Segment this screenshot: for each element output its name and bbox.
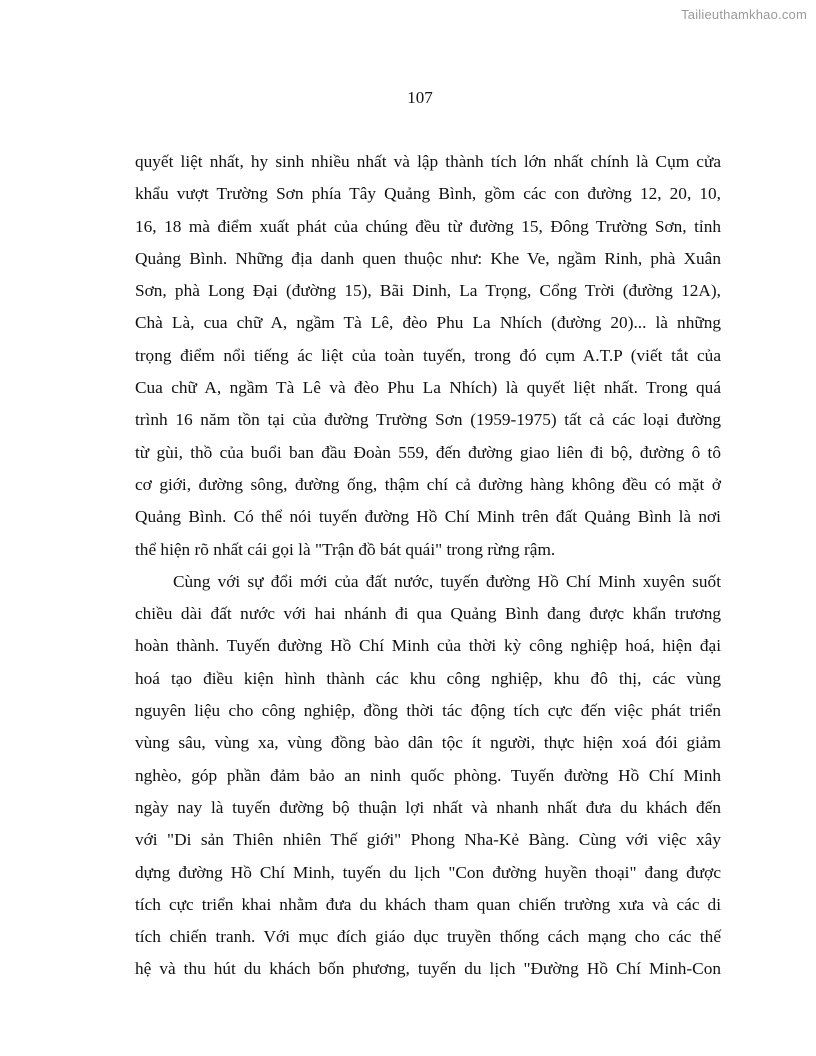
text-line: dựng đường Hồ Chí Minh, tuyến du lịch "Con đường huyền thoại" đang được bbox=[135, 862, 721, 882]
text-line: với "Di sản Thiên nhiên Thế giới" Phong Nha-Kẻ Bàng. Cùng với việc xây bbox=[135, 830, 721, 850]
text-line: 16, 18 mà điểm xuất phát của chúng đều từ đường 15, Đông Trường Sơn, tỉnh bbox=[135, 216, 721, 236]
text-line: tích cực triển khai nhằm đưa du khách tham quan chiến trường xưa và các di bbox=[135, 894, 721, 914]
page-number: 107 bbox=[407, 88, 433, 107]
text-line: Cùng với sự đổi mới của đất nước, tuyến đường Hồ Chí Minh xuyên suốt bbox=[173, 571, 721, 591]
text-line: nguyên liệu cho công nghiệp, đồng thời tác động tích cực đến việc phát triển bbox=[135, 701, 721, 721]
text-line: hoá tạo điều kiện hình thành các khu công nghiệp, khu đô thị, các vùng bbox=[135, 668, 721, 688]
text-line: quyết liệt nhất, hy sinh nhiều nhất và lập thành tích lớn nhất chính là Cụm cửa bbox=[135, 152, 721, 171]
text-line: Quảng Bình. Những địa danh quen thuộc như: Khe Ve, ngầm Rinh, phà Xuân bbox=[135, 248, 721, 268]
body-text bbox=[135, 146, 721, 986]
text-line: tích chiến tranh. Với mục đích giáo dục truyền thống cách mạng cho các thế bbox=[135, 927, 721, 947]
text-line: nghèo, góp phần đảm bảo an ninh quốc phòng. Tuyến đường Hồ Chí Minh bbox=[135, 765, 721, 785]
text-line: thể hiện rõ nhất cái gọi là "Trận đồ bát quái" trong rừng rậm. bbox=[135, 539, 556, 559]
text-line: khẩu vượt Trường Sơn phía Tây Quảng Bình, gồm các con đường 12, 20, 10, bbox=[135, 184, 721, 204]
text-line: Quảng Bình. Có thể nói tuyến đường Hồ Chí Minh trên đất Quảng Bình là nơi bbox=[135, 507, 721, 527]
watermark: Tailieuthamkhao.com bbox=[681, 7, 807, 22]
text-line: trọng điểm nổi tiếng ác liệt của toàn tuyến, trong đó cụm A.T.P (viết tắt của bbox=[135, 345, 721, 365]
text-line: Sơn, phà Long Đại (đường 15), Bãi Dinh, La Trọng, Cổng Trời (đường 12A), bbox=[135, 281, 721, 301]
text-line: Chà Là, cua chữ A, ngầm Tà Lê, đèo Phu La Nhích (đường 20)... là những bbox=[135, 313, 721, 333]
text-line: cơ giới, đường sông, đường ống, thậm chí cả đường hàng không đều có mặt ở bbox=[135, 474, 721, 494]
text-line: ngày nay là tuyến đường bộ thuận lợi nhất và nhanh nhất đưa du khách đến bbox=[135, 797, 721, 817]
text-line: vùng sâu, vùng xa, vùng đồng bào dân tộc ít người, thực hiện xoá đói giảm bbox=[135, 733, 721, 753]
text-line: chiều dài đất nước với hai nhánh đi qua Quảng Bình đang được khẩn trương bbox=[135, 604, 721, 624]
text-line: hoàn thành. Tuyến đường Hồ Chí Minh của thời kỳ công nghiệp hoá, hiện đại bbox=[135, 636, 721, 656]
text-line: hệ và thu hút du khách bốn phương, tuyến du lịch "Đường Hồ Chí Minh-Con bbox=[135, 959, 721, 979]
text-line: từ gùi, thồ của buổi ban đầu Đoàn 559, đến đường giao liên đi bộ, đường ô tô bbox=[135, 442, 721, 462]
text-line: trình 16 năm tồn tại của đường Trường Sơn (1959-1975) tất cả các loại đường bbox=[135, 410, 721, 430]
text-line: Cua chữ A, ngầm Tà Lê và đèo Phu La Nhích) là quyết liệt nhất. Trong quá bbox=[135, 378, 721, 398]
